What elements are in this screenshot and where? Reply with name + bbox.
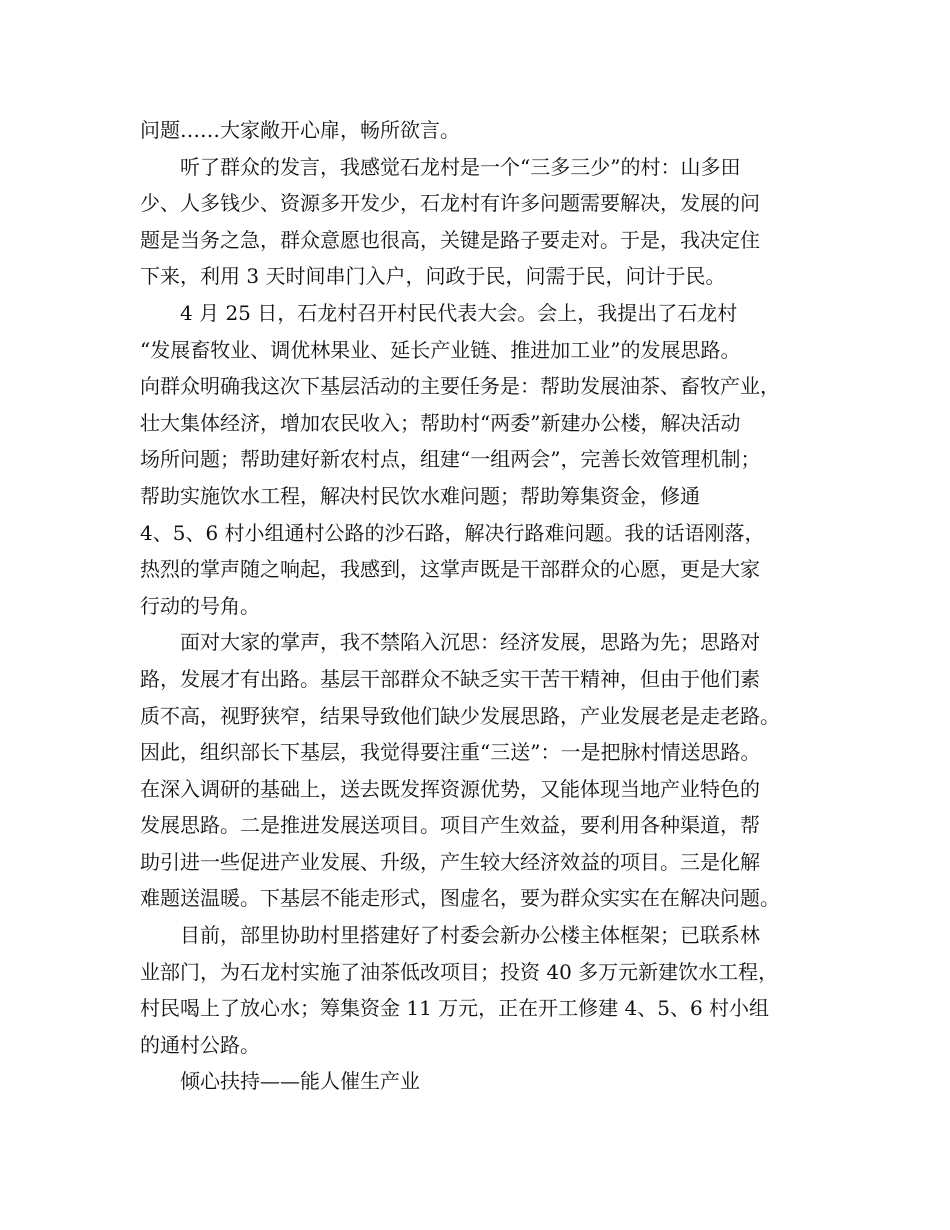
text-line: 壮大集体经济，增加农民收入；帮助村“两委”新建办公楼，解决活动: [140, 410, 741, 435]
text-line: 在深入调研的基础上，送去既发挥资源优势，又能体现当地产业特色的: [140, 776, 760, 801]
text-line: 目前，部里协助村里搭建好了村委会新办公楼主体框架；已联系林: [180, 923, 760, 948]
text-line: 村民喝上了放心水；筹集资金 11 万元，正在开工修建 4、5、6 村小组: [140, 996, 770, 1021]
text-line: 听了群众的发言，我感觉石龙村是一个“三多三少”的村：山多田: [180, 154, 741, 179]
text-line: 热烈的掌声随之响起，我感到，这掌声既是干部群众的心愿，更是大家: [140, 557, 760, 582]
paragraph-5: [140, 917, 820, 1063]
text-line: 行动的号角。: [140, 593, 260, 618]
text-line: 帮助实施饮水工程，解决村民饮水难问题；帮助筹集资金，修通: [140, 483, 700, 508]
text-line: 下来，利用 3 天时间串门入户，问政于民，问需于民，问计于民。: [140, 264, 726, 289]
text-line: 4 月 25 日，石龙村召开村民代表大会。会上，我提出了石龙村: [180, 300, 738, 325]
text-line: 助引进一些促进产业发展、升级，产生较大经济效益的项目。三是化解: [140, 849, 760, 874]
paragraph-2: [140, 149, 820, 295]
section-heading: [140, 1063, 820, 1100]
text-line: 质不高，视野狭窄，结果导致他们缺少发展思路，产业发展老是走老路。: [140, 703, 780, 728]
text-line: 面对大家的掌声，我不禁陷入沉思：经济发展，思路为先；思路对: [180, 630, 760, 655]
text-line: “发展畜牧业、调优林果业、延长产业链、推进加工业”的发展思路。: [140, 337, 741, 362]
text-line: 4、5、6 村小组通村公路的沙石路，解决行路难问题。我的话语刚落，: [140, 520, 765, 545]
document-body: [140, 112, 820, 1100]
text-line: 场所问题；帮助建好新农村点，组建“一组两会”，完善长效管理机制；: [140, 447, 761, 472]
text-line: 难题送温暖。下基层不能走形式，图虚名，要为群众实实在在解决问题。: [140, 886, 780, 911]
text-line: 向群众明确我这次下基层活动的主要任务是：帮助发展油茶、畜牧产业，: [140, 374, 780, 399]
text-line: 少、人多钱少、资源多开发少，石龙村有许多问题需要解决，发展的问: [140, 191, 760, 216]
text-line: 题是当务之急，群众意愿也很高，关键是路子要走对。于是，我决定住: [140, 227, 760, 252]
paragraph-1: [140, 112, 820, 149]
text-line: 业部门，为石龙村实施了油茶低改项目；投资 40 多万元新建饮水工程，: [140, 959, 779, 984]
section-heading-text: 倾心扶持——能人催生产业: [180, 1069, 420, 1094]
paragraph-3: [140, 295, 820, 624]
text-line: 路，发展才有出路。基层干部群众不缺乏实干苦干精神，但由于他们素: [140, 666, 760, 691]
text-line: 发展思路。二是推进发展送项目。项目产生效益，要利用各种渠道，帮: [140, 813, 760, 838]
text-line: 因此，组织部长下基层，我觉得要注重“三送”：一是把脉村情送思路。: [140, 740, 761, 765]
text-line: 的通村公路。: [140, 1032, 260, 1057]
text-line: 问题……大家敞开心扉，畅所欲言。: [140, 118, 460, 142]
paragraph-4: [140, 624, 820, 917]
